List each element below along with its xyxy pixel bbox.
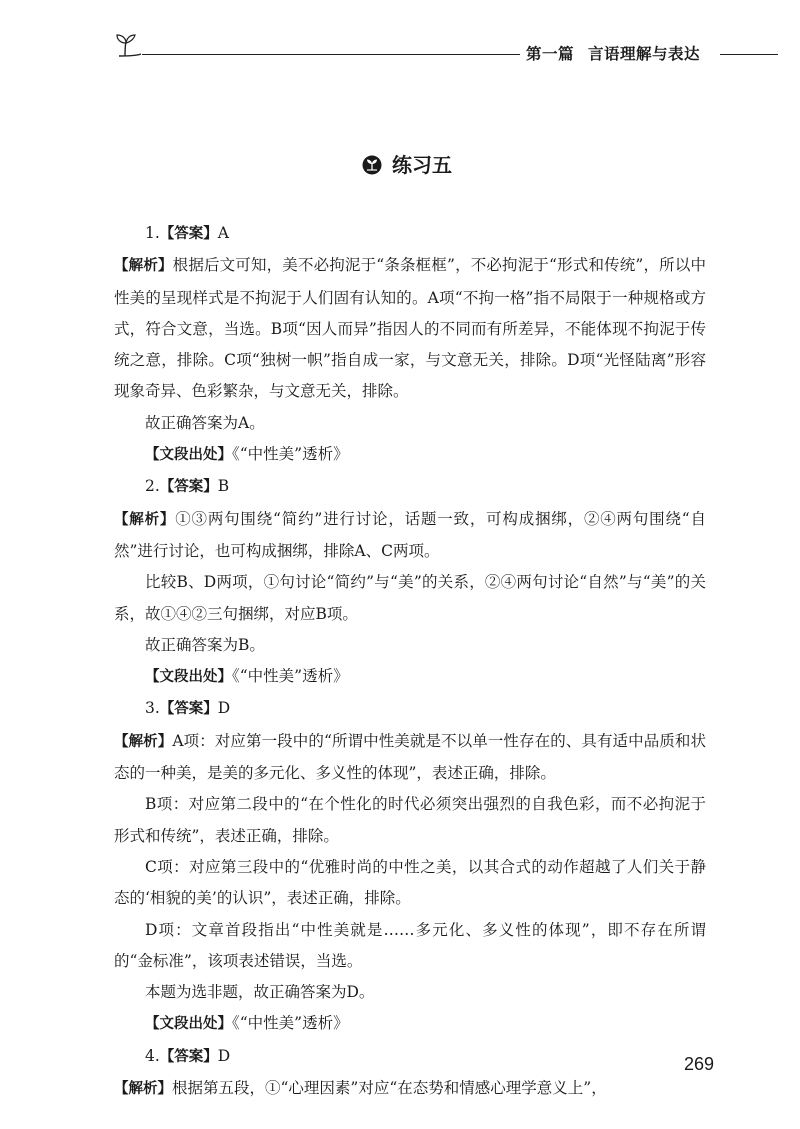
running-header <box>0 28 800 68</box>
explanation-paragraph: 故正确答案为A。 <box>145 413 265 432</box>
explanation-paragraph: 【解析】根据后文可知，美不必拘泥于“条条框框”，不必拘泥于“形式和传统”，所以中性美的呈现样式是不拘泥于人们固有认知的。A项“不拘一格”指不局限于一种规格或方式，符合文意，当选。B项“因人而异”指因人的不同而有所差异，不能体现不拘泥于传统之意，排除。C项“独树一帜”指自成一家，与文意无关，排除。D项“光怪陆离”形容现象奇异、色彩繁杂，与文意无关，排除。 <box>114 256 707 401</box>
explanation-paragraph: B项：对应第二段中的“在个性化的时代必须突出强烈的自我色彩，而不必拘泥于形式和传统”，表述正确，排除。 <box>114 795 706 845</box>
explanation-paragraph: 【文段出处】《“中性美”透析》 <box>145 445 349 464</box>
header-part: 第一篇 <box>526 45 575 63</box>
explanation-paragraph: 【解析】根据第五段，①“心理因素”对应“在态势和情感心理学意义上”， <box>114 1079 607 1098</box>
answer-line: 2.【答案】B <box>145 477 230 496</box>
answer-content <box>114 218 706 1105</box>
explanation-paragraph: 本题为选非题，故正确答案为D。 <box>145 983 375 1002</box>
explanation-paragraph: 【解析】A项：对应第一段中的“所谓中性美就是不以单一性存在的、具有适中品质和状态的一种美，是美的多元化、多义性的体现”，表述正确，排除。 <box>114 731 706 783</box>
explanation-paragraph: 【文段出处】《“中性美”透析》 <box>145 667 349 686</box>
page-number: 269 <box>683 1054 714 1074</box>
flower-badge-icon <box>362 155 382 175</box>
section-heading <box>362 148 452 182</box>
header-chapter: 言语理解与表达 <box>588 45 701 63</box>
answer-line: 4.【答案】D <box>145 1046 231 1065</box>
explanation-paragraph: 【文段出处】《“中性美”透析》 <box>145 1014 349 1033</box>
answer-line: 1.【答案】A <box>145 224 229 242</box>
section-title-text: 练习五 <box>392 153 452 177</box>
explanation-paragraph: 【解析】①③两句围绕“简约”进行讨论，话题一致，可构成捆绑，②④两句围绕“自然”进行讨论，也可构成捆绑，排除A、C两项。 <box>114 509 706 560</box>
header-rule-right <box>720 54 778 55</box>
explanation-paragraph: D项：文章首段指出“中性美就是……多元化、多义性的体现”，即不存在所谓的“金标准”，该项表述错误，当选。 <box>114 920 706 970</box>
explanation-paragraph: 比较B、D两项，①句讨论“简约”与“美”的关系，②④两句讨论“自然”与“美”的关系，故①④②三句捆绑，对应B项。 <box>114 573 706 623</box>
header-title <box>526 42 716 66</box>
explanation-paragraph: C项：对应第三段中的“优雅时尚的中性之美，以其合式的动作超越了人们关于静态的‘相貌的美’的认识”，表述正确，排除。 <box>114 857 706 908</box>
header-rule-left <box>142 54 520 55</box>
explanation-paragraph: 故正确答案为B。 <box>145 635 265 654</box>
sprout-icon <box>111 32 141 58</box>
answer-line: 3.【答案】D <box>145 699 231 718</box>
